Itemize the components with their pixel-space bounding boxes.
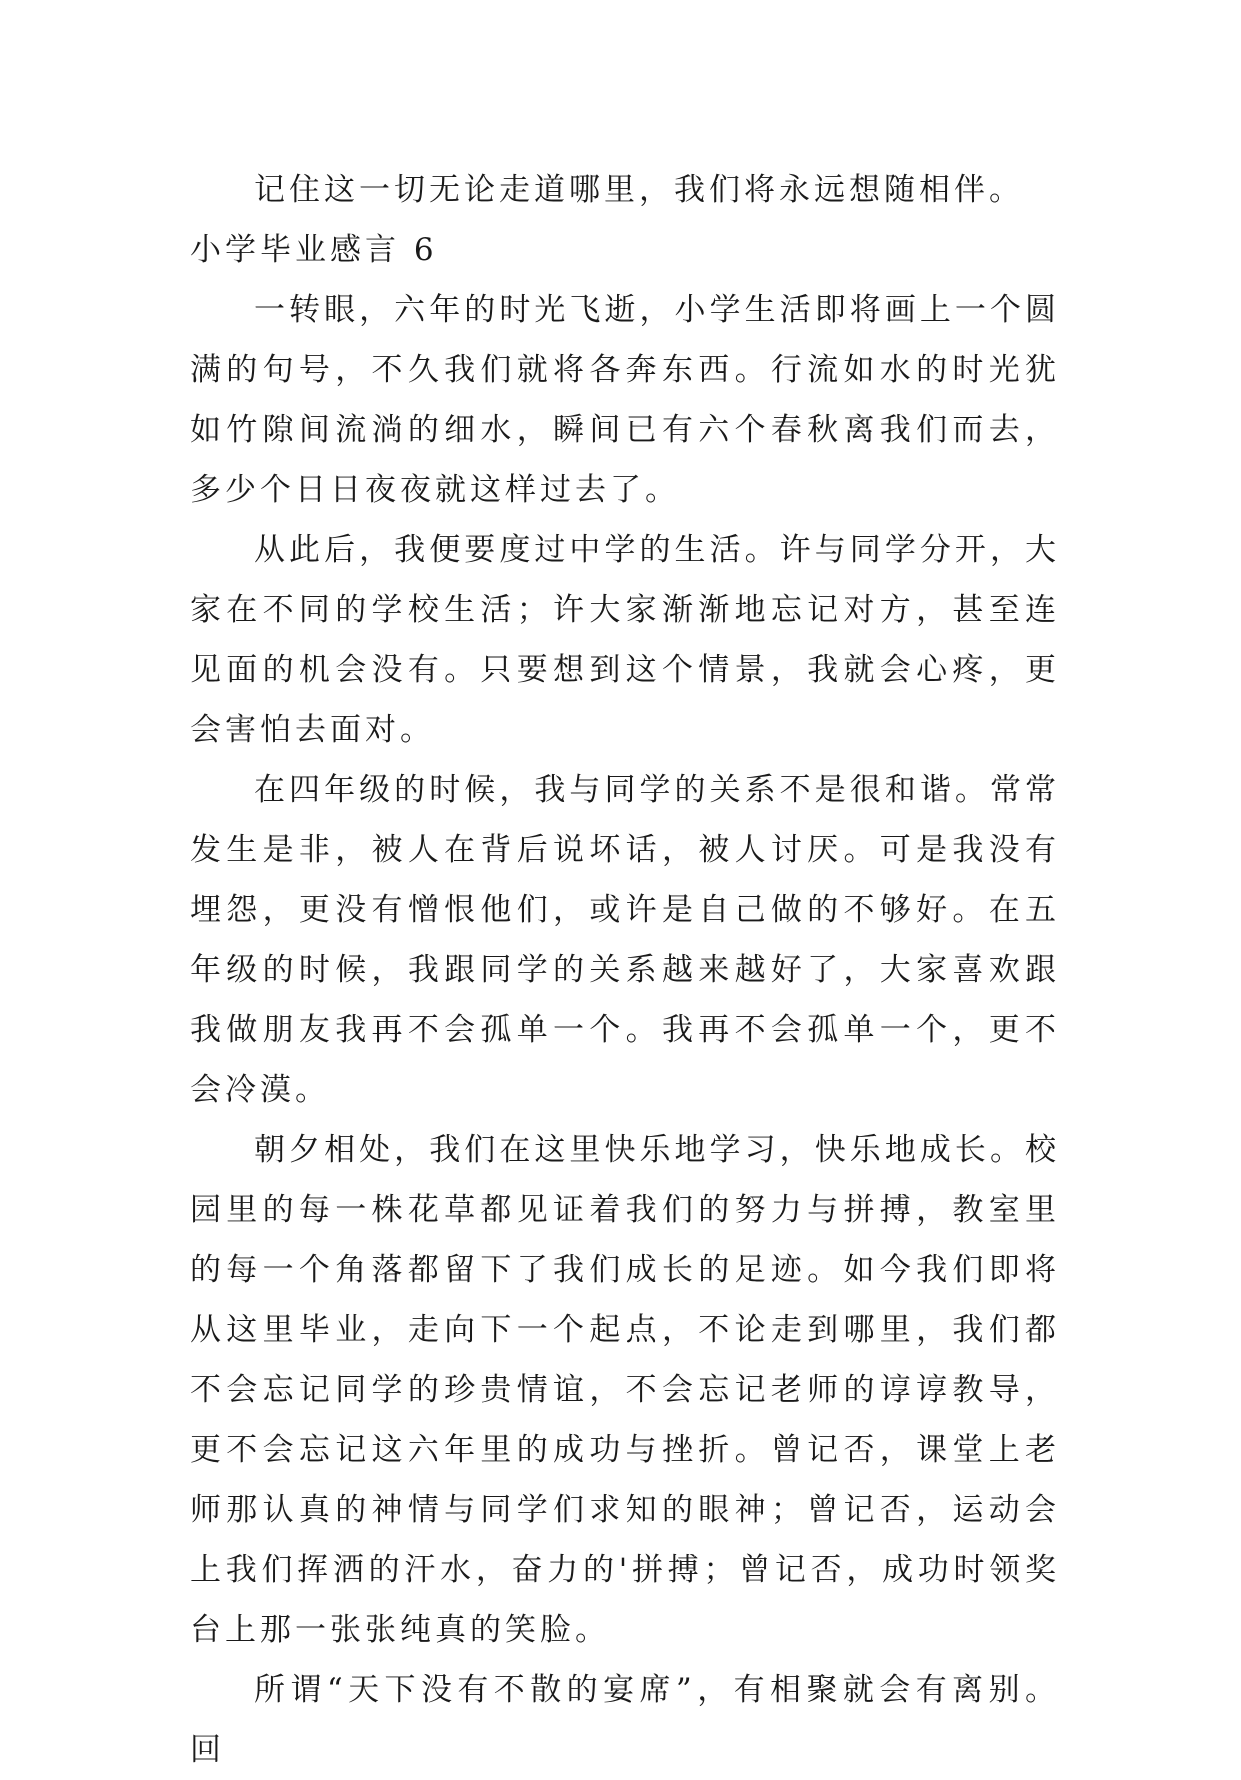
paragraph-3: 在四年级的时候，我与同学的关系不是很和谐。常常发生是非，被人在背后说坏话，被人讨厌。可是我没有埋怨，更没有憎恨他们，或许是自己做的不够好。在五年级的时候，我跟同学的关系越来越好了，大家喜欢跟我做朋友我再不会孤单一个。我再不会孤单一个，更不会冷漠。 — [190, 772, 1060, 1108]
document-page — [190, 160, 1060, 1780]
paragraph-1: 一转眼，六年的时光飞逝，小学生活即将画上一个圆满的句号，不久我们就将各奔东西。行流如水的时光犹如竹隙间流淌的细水，瞬间已有六个春秋离我们而去，多少个日日夜夜就这样过去了。 — [190, 292, 1060, 508]
section-title: 小学毕业感言 6 — [190, 232, 438, 268]
paragraph-2: 从此后，我便要度过中学的生活。许与同学分开，大家在不同的学校生活；许大家渐渐地忘记对方，甚至连见面的机会没有。只要想到这个情景，我就会心疼，更会害怕去面对。 — [190, 532, 1060, 748]
paragraph-4: 朝夕相处，我们在这里快乐地学习，快乐地成长。校园里的每一株花草都见证着我们的努力与拼搏，教室里的每一个角落都留下了我们成长的足迹。如今我们即将从这里毕业，走向下一个起点，不论走到哪里，我们都不会忘记同学的珍贵情谊，不会忘记老师的谆谆教导，更不会忘记这六年里的成功与挫折。曾记否，课堂上老师那认真的神情与同学们求知的眼神；曾记否，运动会上我们挥洒的汗水，奋力的'拼搏；曾记否，成功时领奖台上那一张张纯真的笑脸。 — [190, 1132, 1060, 1648]
paragraph-5: 所谓“天下没有不散的宴席”，有相聚就会有离别。回 — [190, 1672, 1060, 1768]
intro-line: 记住这一切无论走道哪里，我们将永远想随相伴。 — [254, 172, 1024, 208]
